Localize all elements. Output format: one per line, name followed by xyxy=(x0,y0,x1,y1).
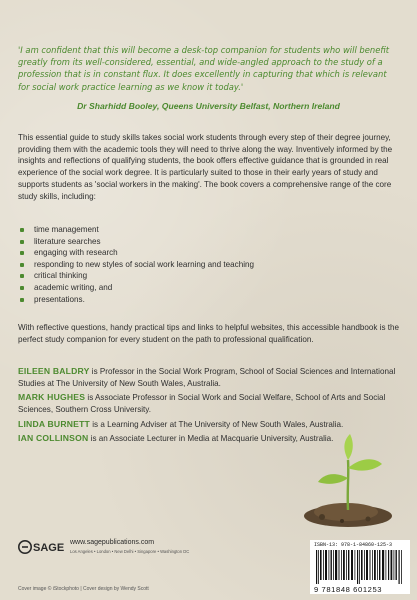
list-item: literature searches xyxy=(18,236,398,248)
isbn-barcode xyxy=(310,540,410,594)
publisher-url[interactable]: www.sagepublications.com xyxy=(70,539,155,546)
author-name: MARK HUGHES xyxy=(18,392,86,402)
description-paragraph: This essential guide to study skills takes social work students through every step of their degree journey, providing them with the academic tools they will need to thrive along the way. Inventively informed by the insights and reflections of qualifying students, the book offers effective guidance that is grounded in real experience of the social work degree. It is particularly suited to those in their early years of study and supports students as 'social workers in the making'. The book covers a comprehensive range of the core study skills, including: xyxy=(18,133,393,201)
bullet-icon xyxy=(20,240,24,244)
isbn-digits: 9 781848 601253 xyxy=(314,585,383,594)
author-name: LINDA BURNETT xyxy=(18,419,90,429)
skills-list xyxy=(18,224,398,305)
list-item: academic writing, and xyxy=(18,282,398,294)
author-description: is an Associate Lecturer in Media at Macquarie University, Australia. xyxy=(88,434,334,443)
summary-paragraph: With reflective questions, handy practical tips and links to helpful websites, this accessible handbook is the perfect study companion for every student on the path to professional qualification. xyxy=(18,323,400,344)
cover-credits: Cover image © iStockphoto | Cover design by Wendy Scott xyxy=(18,586,149,592)
list-item: critical thinking xyxy=(18,270,398,282)
author-bio xyxy=(18,392,400,415)
endorsement-quote: 'I am confident that this will become a desk-top companion for students who will benefit greatly from its well-considered, essential, and wide-angled approach to the study of a profession that is in constant flux. It does excellently in capturing that which is relevant for social work practice learning as we know it today.' xyxy=(18,45,390,92)
list-item: responding to new styles of social work learning and teaching xyxy=(18,259,398,271)
list-item: presentations. xyxy=(18,294,398,306)
publisher-name: SAGE xyxy=(33,542,65,554)
barcode-icon xyxy=(316,550,404,584)
bullet-icon xyxy=(20,274,24,278)
author-description: is Associate Professor in Social Work and Social Welfare, School of Arts and Social Sciences, Southern Cross University. xyxy=(18,393,386,414)
publisher-logo xyxy=(18,538,68,561)
sage-logo-icon xyxy=(18,538,68,556)
quote-attribution: Dr Sharhidd Booley, Queens University Belfast, Northern Ireland xyxy=(77,101,340,111)
bullet-icon xyxy=(20,251,24,255)
author-bio xyxy=(18,366,400,389)
bullet-icon xyxy=(20,298,24,302)
bullet-icon xyxy=(20,263,24,267)
publisher-cities: Los Angeles • London • New Delhi • Singapore • Washington DC xyxy=(70,549,190,554)
list-item: engaging with research xyxy=(18,247,398,259)
author-description: is Professor in the Social Work Program, School of Social Sciences and International Studies at The University of New South Wales, Australia. xyxy=(18,367,396,388)
author-description: is a Learning Adviser at The University of New South Wales, Australia. xyxy=(89,420,344,429)
bullet-icon xyxy=(20,228,24,232)
bullet-icon xyxy=(20,286,24,290)
author-name: EILEEN BALDRY xyxy=(18,366,90,376)
seedling-soil-icon xyxy=(292,420,402,530)
list-item: time management xyxy=(18,224,398,236)
author-name: IAN COLLINSON xyxy=(18,433,89,443)
isbn-label: ISBN-13: 978-1-84860-125-3 xyxy=(314,542,393,548)
